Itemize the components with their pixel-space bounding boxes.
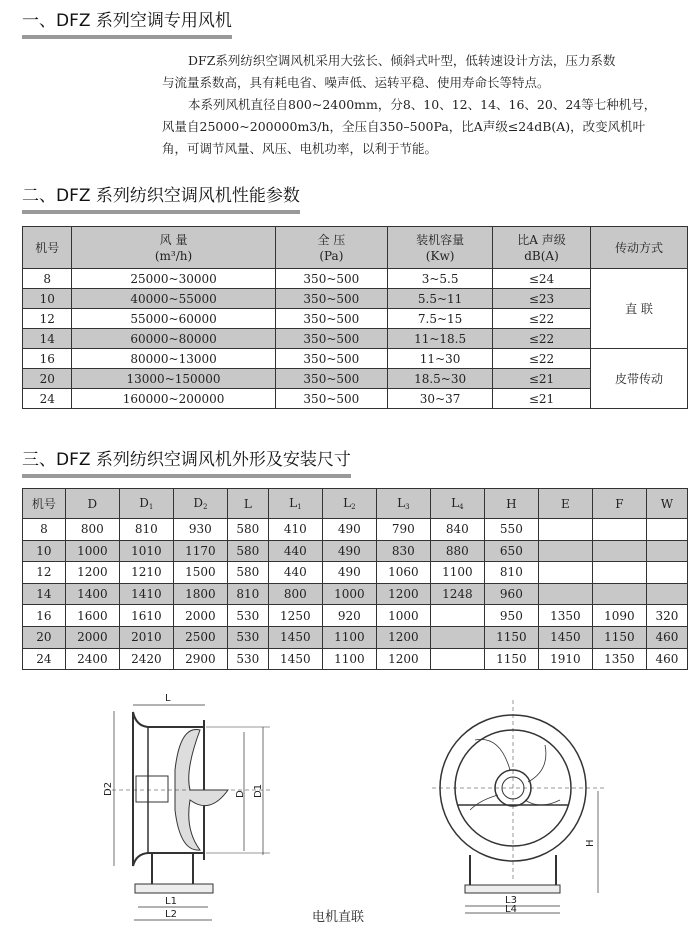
table-cell: 2000 <box>65 626 119 648</box>
table-cell: 350~500 <box>275 349 388 369</box>
figure-caption: 电机直联 <box>312 910 365 925</box>
table-row <box>23 389 688 409</box>
table-cell: 1090 <box>592 605 646 627</box>
table-cell: ≤23 <box>493 289 591 309</box>
table-cell: 7.5~15 <box>388 309 493 329</box>
table-cell: 1150 <box>592 626 646 648</box>
section2-title: 二、DFZ 系列纺织空调风机性能参数 <box>22 185 300 214</box>
header-label: 比A 声级 <box>517 232 566 247</box>
table-cell: ≤21 <box>493 369 591 389</box>
table-cell: 1250 <box>268 605 322 627</box>
header-cell: $L_2$ <box>322 489 376 519</box>
table-cell: 440 <box>268 540 322 562</box>
table-row <box>23 369 688 389</box>
table-cell: 1410 <box>119 583 173 605</box>
front-view-drawing <box>432 700 605 913</box>
header-label: L <box>289 496 298 510</box>
header-cell <box>592 489 646 519</box>
header-label: D <box>139 496 149 510</box>
table-cell: 1450 <box>268 648 322 670</box>
table-cell <box>538 540 592 562</box>
header-cell <box>23 227 72 269</box>
table-cell: 2420 <box>119 648 173 670</box>
header-label: 机号 <box>35 240 60 255</box>
table-cell: 1000 <box>65 540 119 562</box>
table-cell: 1200 <box>376 583 430 605</box>
table-cell: 16 <box>23 605 66 627</box>
table-cell <box>592 583 646 605</box>
table-cell: 1800 <box>173 583 227 605</box>
header-label: 全 压 <box>317 232 346 247</box>
header-unit: dB(A) <box>524 248 559 263</box>
header-cell <box>484 489 538 519</box>
table-cell: 1200 <box>376 648 430 670</box>
table-cell: 580 <box>227 562 268 584</box>
table-cell: 1100 <box>430 562 484 584</box>
para1-line2: 与流量系数高，具有耗电省、噪声低、运转平稳、使用寿命长等特点。 <box>162 75 550 90</box>
label-L: L <box>165 693 171 704</box>
header-cell <box>227 489 268 519</box>
header-cell: $L_1$ <box>268 489 322 519</box>
table-cell: 24 <box>23 648 66 670</box>
table-cell <box>538 519 592 541</box>
header-label: 传动方式 <box>614 240 663 255</box>
label-L3: L3 <box>505 895 517 906</box>
header-label: D <box>193 496 203 510</box>
table-cell: 580 <box>227 519 268 541</box>
table-cell: 830 <box>376 540 430 562</box>
table-cell: 2400 <box>65 648 119 670</box>
table-cell: 14 <box>23 583 66 605</box>
table-cell: 20 <box>23 626 66 648</box>
table-row <box>23 540 688 562</box>
table-cell: 1200 <box>376 626 430 648</box>
table-cell: 810 <box>227 583 268 605</box>
table-cell: 350~500 <box>275 309 388 329</box>
table-cell: 490 <box>322 540 376 562</box>
table-cell: 1610 <box>119 605 173 627</box>
table-cell: 350~500 <box>275 389 388 409</box>
header-cell <box>538 489 592 519</box>
table-cell <box>430 648 484 670</box>
label-L2: L2 <box>165 909 177 920</box>
header-cell: $L_4$ <box>430 489 484 519</box>
table-cell: 920 <box>322 605 376 627</box>
label-D: D <box>235 790 246 798</box>
section3-title: 三、DFZ 系列纺织空调风机外形及安装尺寸 <box>22 449 351 478</box>
table-cell <box>538 562 592 584</box>
table-cell <box>646 562 687 584</box>
header-label: 风 量 <box>159 232 188 247</box>
table-cell <box>646 540 687 562</box>
header-label: 机号 <box>31 497 56 511</box>
table-cell: 1170 <box>173 540 227 562</box>
header-label: H <box>506 496 517 511</box>
header-unit: (Pa) <box>319 248 344 263</box>
table-cell: 10 <box>23 540 66 562</box>
table-cell: 55000~60000 <box>72 309 275 329</box>
table-cell <box>430 605 484 627</box>
table-cell: 2900 <box>173 648 227 670</box>
table-cell: 1100 <box>322 648 376 670</box>
table-cell: 490 <box>322 519 376 541</box>
header-cell: $D_1$ <box>119 489 173 519</box>
header-label: L <box>243 496 252 511</box>
table-cell: 160000~200000 <box>72 389 275 409</box>
table-cell: 800 <box>268 583 322 605</box>
table-cell <box>646 519 687 541</box>
table-cell: 880 <box>430 540 484 562</box>
header-cell <box>275 227 388 269</box>
table-cell: 1350 <box>538 605 592 627</box>
table-row <box>23 289 688 309</box>
table-cell: 1910 <box>538 648 592 670</box>
table-cell: 11~18.5 <box>388 329 493 349</box>
table-cell: 840 <box>430 519 484 541</box>
table-cell: 1000 <box>322 583 376 605</box>
table-cell: 1100 <box>322 626 376 648</box>
table-cell: 350~500 <box>275 269 388 289</box>
table-cell: 960 <box>484 583 538 605</box>
table-cell: 1400 <box>65 583 119 605</box>
table-cell: 460 <box>646 626 687 648</box>
table-cell: 1200 <box>65 562 119 584</box>
table-cell: 320 <box>646 605 687 627</box>
table-cell: 12 <box>23 309 72 329</box>
table-cell: 550 <box>484 519 538 541</box>
table-cell: 12 <box>23 562 66 584</box>
table-cell: 14 <box>23 329 72 349</box>
table-cell: 810 <box>484 562 538 584</box>
table-cell: 10 <box>23 289 72 309</box>
table-cell <box>592 519 646 541</box>
table-cell <box>538 583 592 605</box>
table-cell: 490 <box>322 562 376 584</box>
table-cell: 1450 <box>268 626 322 648</box>
header-cell: $L_3$ <box>376 489 430 519</box>
table-cell <box>430 626 484 648</box>
table-cell: 2010 <box>119 626 173 648</box>
header-cell <box>65 489 119 519</box>
table-cell: 25000~30000 <box>72 269 275 289</box>
table-cell: 530 <box>227 605 268 627</box>
table-cell: 580 <box>227 540 268 562</box>
label-D2: D2 <box>103 781 114 796</box>
table-cell: 8 <box>23 519 66 541</box>
table-row <box>23 648 688 670</box>
table-cell: 1060 <box>376 562 430 584</box>
table-row <box>23 562 688 584</box>
performance-table <box>22 226 688 409</box>
table-cell: 60000~80000 <box>72 329 275 349</box>
table-cell: 410 <box>268 519 322 541</box>
table-cell: 950 <box>484 605 538 627</box>
table-cell: 350~500 <box>275 329 388 349</box>
header-label: 装机容量 <box>416 232 465 247</box>
table-row <box>23 519 688 541</box>
side-view-drawing <box>105 705 270 920</box>
table-cell: 1210 <box>119 562 173 584</box>
table-cell: 8 <box>23 269 72 289</box>
table-cell: 18.5~30 <box>388 369 493 389</box>
table-cell: 80000~13000 <box>72 349 275 369</box>
label-L4: L4 <box>505 904 517 915</box>
table-cell: 5.5~11 <box>388 289 493 309</box>
table-cell: ≤22 <box>493 309 591 329</box>
table-row <box>23 309 688 329</box>
table-cell: 350~500 <box>275 289 388 309</box>
table-cell: ≤22 <box>493 349 591 369</box>
header-label: L <box>343 496 352 510</box>
header-cell <box>590 227 687 269</box>
table-cell: 1150 <box>484 648 538 670</box>
table-cell: 460 <box>646 648 687 670</box>
table-cell: 1500 <box>173 562 227 584</box>
para1-line1: DFZ系列纺织空调风机采用大弦长、倾斜式叶型，低转速设计方法，压力系数 <box>188 53 616 68</box>
table-cell: 11~30 <box>388 349 493 369</box>
table-row <box>23 605 688 627</box>
table-row <box>23 583 688 605</box>
header-label: D <box>87 496 98 511</box>
table-cell: 810 <box>119 519 173 541</box>
table-cell: 790 <box>376 519 430 541</box>
table-cell <box>592 540 646 562</box>
header-cell: $D_2$ <box>173 489 227 519</box>
table-cell: 800 <box>65 519 119 541</box>
table-cell <box>592 562 646 584</box>
label-H: H <box>585 839 596 847</box>
table-cell: 930 <box>173 519 227 541</box>
dimensions-table <box>22 488 688 670</box>
table-cell: 2000 <box>173 605 227 627</box>
intro-text <box>162 50 692 160</box>
table-cell: 650 <box>484 540 538 562</box>
table-cell: 530 <box>227 626 268 648</box>
table-cell: 1150 <box>484 626 538 648</box>
para2-line3: 角，可调节风量、风压、电机功率，以利于节能。 <box>162 141 438 156</box>
header-cell <box>23 489 66 519</box>
table-row <box>23 329 688 349</box>
table-cell <box>646 583 687 605</box>
table-cell: 3~5.5 <box>388 269 493 289</box>
table-cell: 1000 <box>376 605 430 627</box>
header-unit: (Kw) <box>425 248 455 263</box>
fan-drawings <box>0 680 700 925</box>
label-L1: L1 <box>165 896 177 907</box>
header-label: F <box>615 496 624 511</box>
para2-line1: 本系列风机直径自800~2400mm，分8、10、12、14、16、20、24等七种机号， <box>188 97 657 112</box>
table-cell: ≤22 <box>493 329 591 349</box>
header-label: E <box>561 496 570 511</box>
drive-direct: 直 联 <box>590 269 687 349</box>
table-cell: 40000~55000 <box>72 289 275 309</box>
table-row <box>23 349 688 369</box>
table-cell: 24 <box>23 389 72 409</box>
header-cell <box>493 227 591 269</box>
header-cell <box>72 227 275 269</box>
header-unit: (m³/h) <box>154 248 193 263</box>
label-D1: D1 <box>253 783 264 798</box>
table-cell: ≤24 <box>493 269 591 289</box>
table-cell: ≤21 <box>493 389 591 409</box>
header-label: L <box>451 496 460 510</box>
section1-title: 一、DFZ 系列空调专用风机 <box>22 10 232 39</box>
table-cell: 30~37 <box>388 389 493 409</box>
table-cell: 2500 <box>173 626 227 648</box>
table-cell: 530 <box>227 648 268 670</box>
header-label: L <box>397 496 406 510</box>
table-cell: 1600 <box>65 605 119 627</box>
drive-belt: 皮带传动 <box>590 349 687 409</box>
table-cell: 350~500 <box>275 369 388 389</box>
header-cell <box>388 227 493 269</box>
table-row <box>23 269 688 289</box>
table-row <box>23 626 688 648</box>
table-cell: 13000~150000 <box>72 369 275 389</box>
table-cell: 1450 <box>538 626 592 648</box>
header-cell <box>646 489 687 519</box>
para2-line2: 风量自25000~200000m3/h，全压自350–500Pa，比A声级≤24dB(A)，改变风机叶 <box>162 119 646 134</box>
table-cell: 1350 <box>592 648 646 670</box>
table-cell: 16 <box>23 349 72 369</box>
header-label: W <box>660 496 674 511</box>
table-cell: 440 <box>268 562 322 584</box>
table-cell: 20 <box>23 369 72 389</box>
table-cell: 1010 <box>119 540 173 562</box>
table-cell: 1248 <box>430 583 484 605</box>
